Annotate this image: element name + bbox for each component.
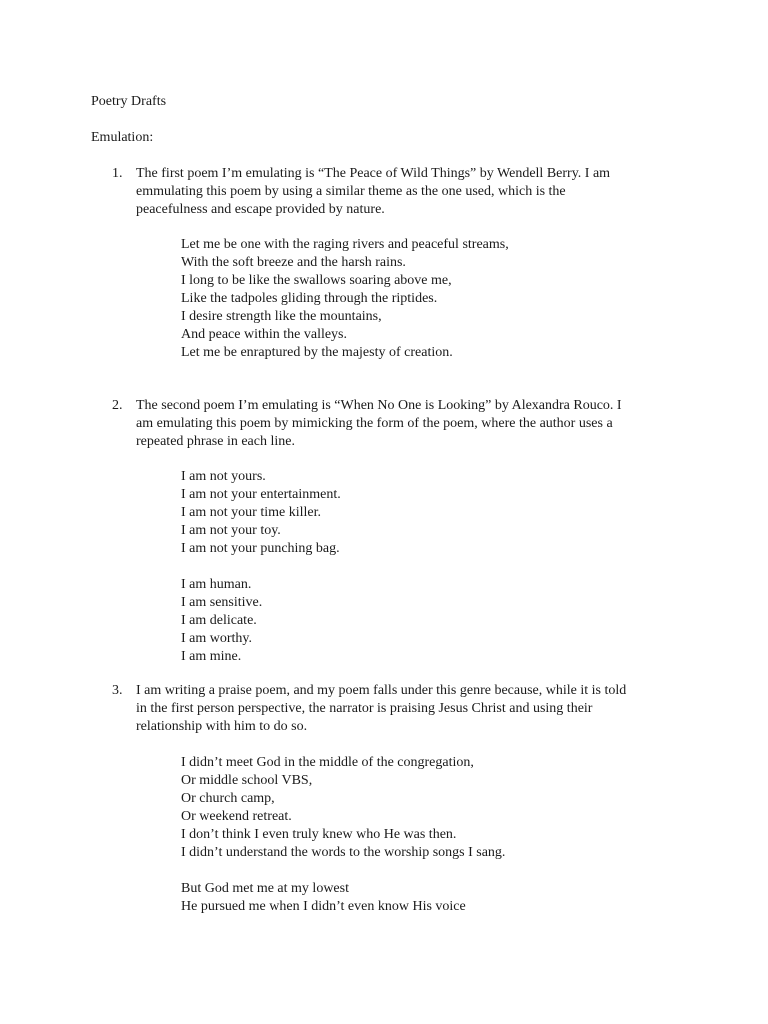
poem-line: With the soft breeze and the harsh rains. [181, 255, 406, 270]
stanza-break [181, 558, 341, 576]
poem-line: Let me be enraptured by the majesty of creation. [181, 345, 453, 360]
intro-line: repeated phrase in each line. [136, 434, 295, 449]
poem-line: I am not yours. [181, 469, 266, 484]
poem-line: I am not your punching bag. [181, 541, 340, 556]
poem-line: I am worthy. [181, 631, 253, 646]
section-heading: Emulation: [91, 130, 154, 145]
intro-line: in the first person perspective, the narrator is praising Jesus Christ and using their [136, 701, 593, 716]
poem-line: I long to be like the swallows soaring above me, [181, 273, 452, 288]
poem-line: Or middle school VBS, [181, 773, 313, 788]
poem-line: I am not your entertainment. [181, 487, 341, 502]
poem-line: I didn’t understand the words to the worship songs I sang. [181, 845, 506, 860]
list-item-number: 1. [112, 166, 123, 181]
stanza-break [181, 862, 505, 880]
poem-line: Or weekend retreat. [181, 809, 292, 824]
intro-line: The first poem I’m emulating is “The Peace of Wild Things” by Wendell Berry. I am [136, 166, 611, 181]
poem-line: I am delicate. [181, 613, 257, 628]
intro-line: relationship with him to do so. [136, 719, 308, 734]
list-item-number: 3. [112, 683, 123, 698]
poem-excerpt [181, 754, 505, 916]
poem-line: I am not your time killer. [181, 505, 321, 520]
intro-line: am emulating this poem by mimicking the form of the poem, where the author uses a [136, 416, 613, 431]
poem-line: Like the tadpoles gliding through the riptides. [181, 291, 438, 306]
poem-line: I didn’t meet God in the middle of the congregation, [181, 755, 474, 770]
poem-line: I am human. [181, 577, 252, 592]
poem-line: Let me be one with the raging rivers and peaceful streams, [181, 237, 509, 252]
list-item-number: 2. [112, 398, 123, 413]
poem-line: I desire strength like the mountains, [181, 309, 382, 324]
poem-line: I am mine. [181, 649, 242, 664]
document-title: Poetry Drafts [91, 94, 167, 109]
poem-line: I am sensitive. [181, 595, 263, 610]
poem-excerpt [181, 236, 509, 362]
intro-line: I am writing a praise poem, and my poem falls under this genre because, while it is told [136, 683, 627, 698]
poem-line: I am not your toy. [181, 523, 281, 538]
intro-line: emmulating this poem by using a similar theme as the one used, which is the [136, 184, 566, 199]
poem-line: I don’t think I even truly knew who He was then. [181, 827, 457, 842]
intro-line: peacefulness and escape provided by nature. [136, 202, 385, 217]
poem-line: Or church camp, [181, 791, 275, 806]
list-item-intro [136, 682, 656, 736]
intro-line: The second poem I’m emulating is “When No One is Looking” by Alexandra Rouco. I [136, 398, 622, 413]
poem-line: But God met me at my lowest [181, 881, 349, 896]
list-item-intro [136, 165, 656, 219]
poem-line: He pursued me when I didn’t even know His voice [181, 899, 466, 914]
list-item-intro [136, 397, 656, 451]
poem-excerpt [181, 468, 341, 666]
poem-line: And peace within the valleys. [181, 327, 348, 342]
